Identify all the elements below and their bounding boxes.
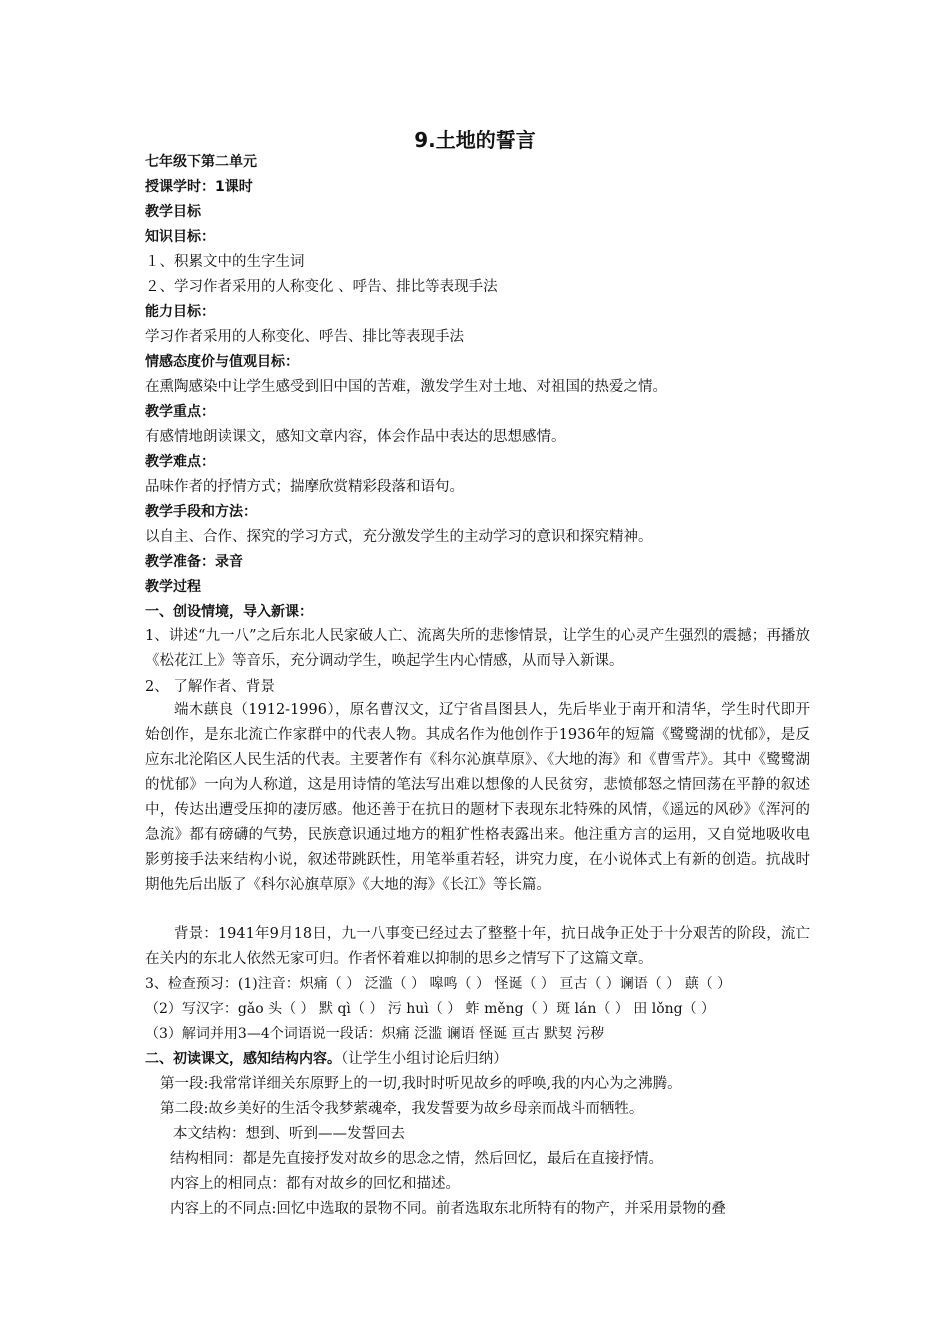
- prep-label: 教学准备：录音: [145, 554, 243, 570]
- author-paragraph-text: 端木蕻良（1912-1996），原名曹汉文，辽宁省昌图县人，先后毕业于南开和清华，学生时代即开始创作，是东北流亡作家群中的代表人物。其成名作为他创作于1936年的短篇《鹭鹭湖的忧郁》，是反应东北沦陷区人民生活的代表。主要著作有《科尔沁旗草原》、《大地的海》和《曹雪芹》。其中《鹭鹭湖的忧郁》一向为人称道，这是用诗情的笔法写出难以想像的人民贫穷，悲愤郁怒之情回荡在平静的叙述中，传达出遭受压抑的凄厉感。他还善于在抗日的题材下表现东北特殊的风情，《遥远的风砂》《浑河的急流》都有磅礴的气势，民族意识通过地方的粗犷性格表露出来。他注重方言的运用，又自觉地吸收电影剪接手法来结构小说，叙述带跳跃性，用笔举重若轻，讲究力度，在小说体式上有新的创造。抗战时期他先后出版了《科尔沁旗草原》《大地的海》《长江》等长篇。: [145, 702, 810, 893]
- process-heading: 教学过程: [145, 579, 201, 595]
- emotion-heading: 情感态度价与值观目标：: [145, 354, 299, 370]
- check-line-2: （2）写汉字：gǎo 头（ ） 默 qì（ ） 污 huì（ ） 蚱 měng（ ）斑 lán（ ） 田 lǒng（ ）: [145, 1001, 716, 1017]
- paragraph-one: 第一段:我常常详细关东原野上的一切,我时时听见故乡的呼唤,我的内心为之沸腾。: [160, 1076, 682, 1092]
- unit-label: 七年级下第二单元: [145, 154, 257, 170]
- section2-heading: 二、初读课文，感知结构内容。: [145, 1051, 341, 1067]
- ability-heading: 能力目标：: [145, 304, 215, 320]
- paragraph-two: 第二段:故乡美好的生活令我梦萦魂牵，我发誓要为故乡母亲而战斗而牺牲。: [160, 1101, 644, 1117]
- goals-heading: 教学目标: [145, 204, 201, 220]
- check-line-1: 3、检查预习：(1)注音：炽痛（ ） 泛滥（ ） 嗥鸣（ ） 怪诞（ ） 亘古（ ）谰语（ ） 蕻（ ）: [145, 976, 732, 992]
- knowledge-item-1: １、积累文中的生字生词: [145, 254, 305, 270]
- background-paragraph-text: 背景：1941年9月18日，九一八事变已经过去了整整十年，抗日战争正处于十分艰苦的阶段，流亡在关内的东北人依然无家可归。作者怀着难以抑制的思乡之情写下了这篇文章。: [145, 926, 810, 967]
- background-paragraph: [145, 922, 810, 972]
- difficulty-text: 品味作者的抒情方式；揣摩欣赏精彩段落和语句。: [145, 479, 464, 495]
- difficulty-heading: 教学难点：: [145, 454, 215, 470]
- knowledge-heading: 知识目标：: [145, 229, 215, 245]
- section1-heading: 一、创设情境，导入新课：: [145, 604, 313, 620]
- key-text: 有感情地朗读课文，感知文章内容，体会作品中表达的思想感情。: [145, 429, 566, 445]
- structure-summary: 本文结构：想到、听到——发誓回去: [173, 1126, 405, 1142]
- hours-label: 授课学时：1课时: [145, 179, 253, 195]
- section1-item1: [145, 624, 810, 674]
- same-content: 内容上的相同点：都有对故乡的回忆和描述。: [170, 1176, 460, 1192]
- section1-item1-text: 1、讲述“九一八”之后东北人民家破人亡、流离失所的悲惨情景，让学生的心灵产生强烈的震撼；再播放《松花江上》等音乐，充分调动学生，唤起学生内心情感，从而导入新课。: [145, 628, 810, 669]
- page-title: 9.土地的誓言: [414, 128, 536, 152]
- section1-item2: 2、 了解作者、背景: [145, 679, 275, 695]
- knowledge-item-2: ２、学习作者采用的人称变化 、呼告、排比等表现手法: [145, 279, 498, 295]
- author-paragraph: [145, 698, 810, 898]
- emotion-text: 在熏陶感染中让学生感受到旧中国的苦难，激发学生对土地、对祖国的热爱之情。: [145, 379, 667, 395]
- check-line-3: （3）解词并用3—4个词语说一段话：炽痛 泛滥 谰语 怪诞 亘古 默契 污秽: [145, 1026, 605, 1042]
- section2-heading-line: [145, 1049, 508, 1069]
- method-text: 以自主、合作、探究的学习方式，充分激发学生的主动学习的意识和探究精神。: [145, 529, 653, 545]
- section2-note: （让学生小组讨论后归纳）: [341, 1051, 508, 1067]
- key-heading: 教学重点：: [145, 404, 215, 420]
- different-content: 内容上的不同点:回忆中选取的景物不同。前者选取东北所特有的物产，并采用景物的叠: [170, 1201, 726, 1217]
- ability-text: 学习作者采用的人称变化、呼告、排比等表现手法: [145, 329, 464, 345]
- same-structure: 结构相同：都是先直接抒发对故乡的思念之情，然后回忆，最后在直接抒情。: [170, 1151, 663, 1167]
- method-heading: 教学手段和方法：: [145, 504, 257, 520]
